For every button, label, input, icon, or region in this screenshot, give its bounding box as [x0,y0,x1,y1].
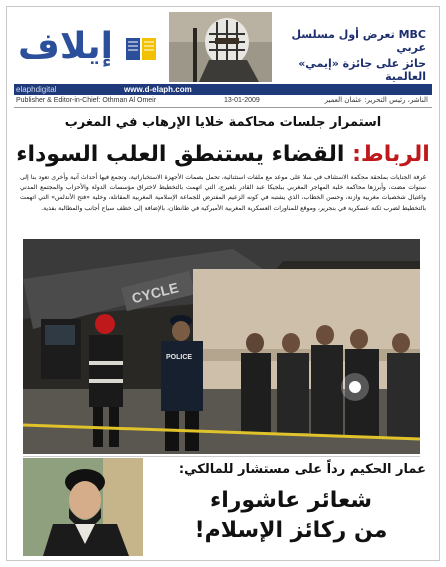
police-badge-text: POLICE [166,354,193,361]
issue-date: 13-01-2009 [224,97,260,104]
cleric-portrait-photo[interactable] [23,458,143,556]
site-info-bar [14,84,432,95]
site-logo[interactable] [18,26,168,80]
website-link[interactable]: www.d-elaph.com [124,85,192,94]
publisher-credit-arabic: الناشر، رئيس التحرير: عثمان العمير [324,96,428,104]
publisher-credit: Publisher & Editor-in-Chief: Othman Al Omeir [16,97,157,104]
story-kicker[interactable]: استمرار جلسات محاكمة خلايا الإرهاب في المغرب [64,115,382,130]
teaser-line: حائز على جائزة «إيمي» العالمية [298,57,426,83]
story-body: غرفة الجنايات بملحقة محكمة الاستئناف في سلا على موعد مع ملفات استثنائية، تحمل بصمات الأجهزة الاستخباراتية، وتجمع فيها أحداث آنية وأخرى تعود بنا إلى سنوات مضت، وأبرزها محاكمة خلية المهاجر المغربي ببلجيكا عبد القادر بلعيرج، التي اتهمت بالتخطيط لاختراق مؤسسات الدولة والأحزاب والمجتمع المدني واغتيال شخصيات مغربية وازنة، وحسن الخطاب، الذي يشتبه في كونه الزعيم المفترض للجماعة الإسلامية المغربية المقاتلة، وخلية «فتح الأندلس» التي اتهمت بالتخطيط لضرب ثكنة عسكرية في بنجرير، وموقع للمناورات العسكرية المغربية الأميركية في طانطان، بالإضافة إلى خطف سياح أجانب والمطالبة بفدية. [20,174,426,212]
second-story-kicker[interactable]: عمار الحكيم رداً على مستشار للمالكي: [178,462,426,477]
teaser-line: MBC تعرض أول مسلسل عربي [291,28,426,54]
headline-dateline: الرباط: [352,142,430,167]
crime-scene-photo[interactable] [23,239,420,454]
publisher-bar [14,96,432,106]
tent-lettering: CYCLE [130,279,181,307]
second-story-headline[interactable]: من ركائز الإسلام! [194,518,388,543]
divider [14,107,432,108]
story-headline[interactable] [14,142,432,167]
mbc-teaser[interactable] [276,28,426,83]
logo-wordmark: إيلاف [18,26,114,67]
divider [23,456,420,457]
second-story-headline[interactable]: شعائر عاشوراء [209,488,373,513]
book-logo-icon [124,34,158,64]
digital-label: elaphdigital [16,85,57,94]
masked-gunman-photo[interactable] [169,12,272,82]
masthead [14,12,432,86]
headline-text: القضاء يستنطق العلب السوداء [16,142,353,167]
